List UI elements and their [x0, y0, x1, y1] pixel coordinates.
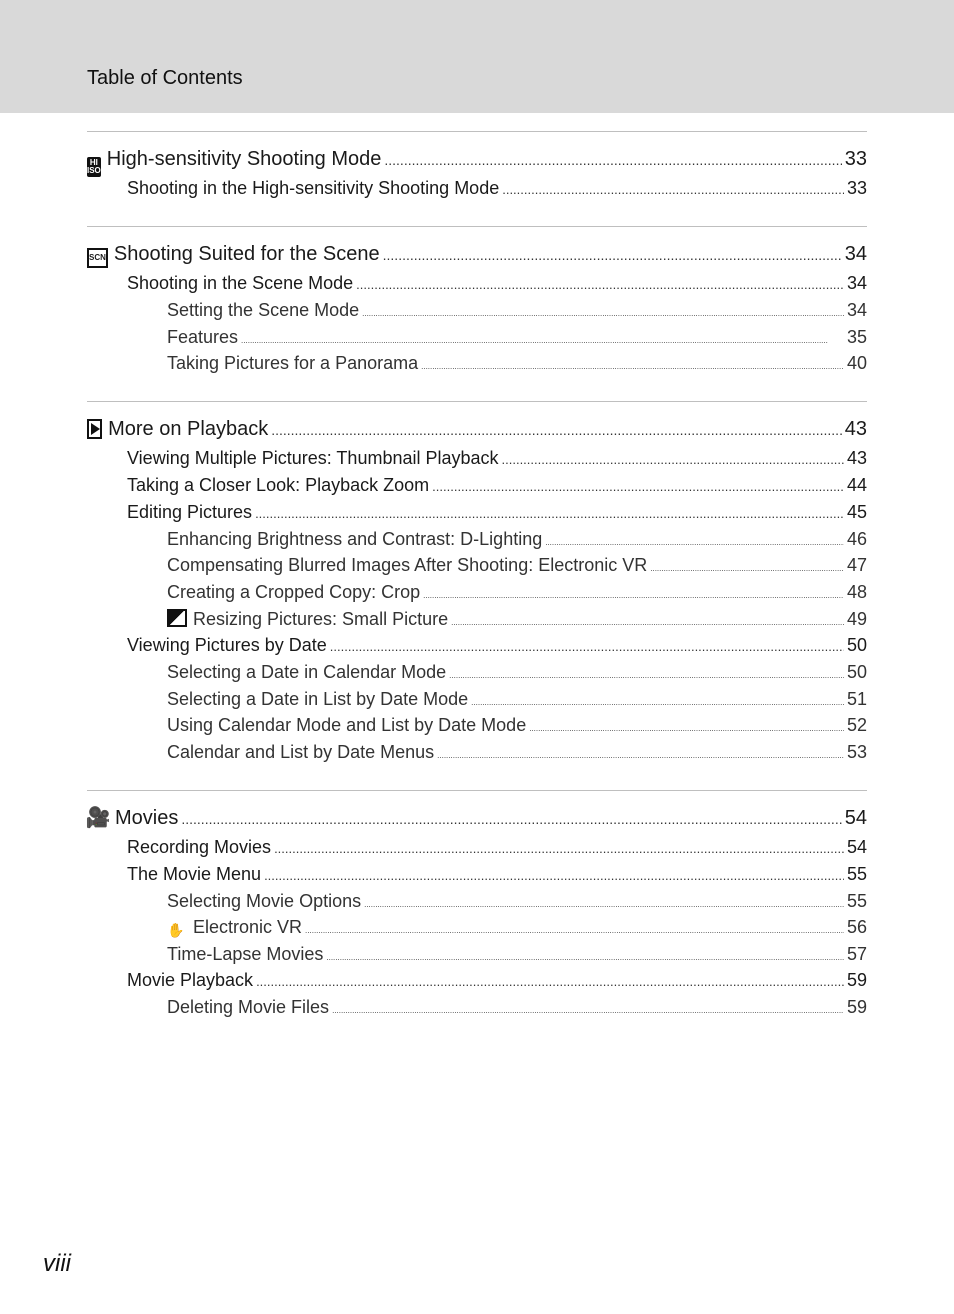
toc-chapter-title: Movies [115, 806, 179, 829]
header-band [0, 0, 954, 113]
toc-subsection-entry[interactable] [87, 994, 867, 1021]
toc-entry-text: Deleting Movie Files [167, 997, 330, 1018]
toc-entry-title [127, 175, 499, 202]
toc-page-number: 33 [844, 148, 867, 170]
toc-subsection-entry[interactable] [87, 579, 867, 606]
leader-dots [437, 743, 844, 770]
toc-entry-text: Resizing Pictures: Small Picture [193, 608, 449, 629]
toc-entry-title [127, 861, 261, 888]
leader-dots [305, 918, 844, 945]
toc-entry-text: Shooting in the High-sensitivity Shooting Mode [127, 178, 500, 198]
toc-subsection-entry[interactable] [87, 659, 867, 686]
toc-page-number: 40 [846, 353, 867, 374]
toc-page-number: 59 [846, 970, 867, 991]
leader-dots [364, 892, 844, 919]
toc-entry-text: Selecting a Date in List by Date Mode [167, 688, 469, 709]
toc-page-number: 51 [846, 688, 867, 709]
table-of-contents [87, 131, 867, 1045]
toc-entry-title [167, 526, 542, 553]
toc-entry-title [167, 659, 446, 686]
toc-entry-text: Shooting in the Scene Mode [127, 273, 354, 293]
toc-entry-title [167, 552, 647, 579]
leader-dots [451, 610, 844, 637]
toc-section-entry[interactable] [87, 445, 867, 472]
toc-page-number: 34 [846, 273, 867, 293]
toc-section [87, 790, 867, 1021]
leader-dots [502, 176, 844, 203]
toc-page-number: 57 [846, 943, 867, 964]
toc-entry-title [167, 686, 468, 713]
toc-page-number: 54 [844, 806, 867, 829]
leader-dots [502, 446, 844, 473]
toc-entry-title [167, 914, 302, 941]
toc-section-entry[interactable] [87, 270, 867, 297]
toc-page-number: 35 [846, 326, 867, 347]
toc-subsection-entry[interactable] [87, 888, 867, 915]
toc-entry-title [127, 834, 271, 861]
toc-entry-text: Selecting a Date in Calendar Mode [167, 662, 447, 683]
leader-dots [471, 690, 844, 717]
leader-dots [432, 473, 844, 500]
toc-subsection-entry[interactable] [87, 606, 867, 633]
page-header-title: Table of Contents [87, 67, 243, 89]
toc-subsection-entry[interactable] [87, 914, 867, 941]
toc-entry-title [127, 445, 499, 472]
toc-subsection-entry[interactable] [87, 297, 867, 324]
toc-subsection-entry[interactable] [87, 941, 867, 968]
leader-dots [449, 663, 844, 690]
toc-subsection-entry[interactable] [87, 739, 867, 766]
playback-icon [87, 419, 102, 439]
toc-entry-title [167, 712, 526, 739]
leader-dots [421, 354, 844, 381]
toc-section-entry[interactable] [87, 834, 867, 861]
toc-entry-title [167, 739, 434, 766]
toc-section-entry[interactable] [87, 499, 867, 526]
toc-entry-text: Recording Movies [127, 836, 272, 857]
toc-page-number: 45 [846, 501, 867, 522]
scene-icon: SCN [87, 248, 108, 268]
toc-page-number: 48 [846, 581, 867, 602]
toc-section-entry[interactable] [87, 472, 867, 499]
toc-subsection-entry[interactable] [87, 324, 867, 351]
toc-entry-text: Enhancing Brightness and Contrast: D-Lighting [167, 528, 543, 549]
leader-dots [423, 583, 844, 610]
toc-entry-text: Taking Pictures for a Panorama [167, 353, 419, 374]
toc-entry-text: The Movie Menu [127, 863, 262, 884]
toc-page-number: 47 [846, 555, 867, 576]
toc-page-number: 56 [846, 917, 867, 938]
toc-entry-title [127, 270, 353, 297]
toc-chapter-entry[interactable] [87, 414, 867, 445]
toc-page-number: 34 [846, 300, 867, 320]
toc-entry-text: Movie Playback [127, 970, 254, 991]
leader-dots [256, 968, 844, 995]
toc-entry-text: Creating a Cropped Copy: Crop [167, 581, 421, 602]
toc-entry-text: Setting the Scene Mode [167, 300, 360, 320]
toc-subsection-entry[interactable] [87, 552, 867, 579]
toc-section-entry[interactable] [87, 861, 867, 888]
leader-dots [383, 240, 842, 271]
leader-dots [332, 998, 844, 1025]
leader-dots [326, 945, 844, 972]
toc-chapter-title: Shooting Suited for the Scene [113, 243, 380, 265]
toc-section-entry[interactable] [87, 967, 867, 994]
leader-dots [384, 145, 841, 176]
movie-icon: 🎥 [85, 806, 111, 829]
toc-entry-text: Calendar and List by Date Menus [167, 741, 435, 762]
toc-entry-title [127, 499, 252, 526]
toc-chapter-title: More on Playback [108, 417, 269, 440]
toc-page-number: 46 [846, 528, 867, 549]
leader-dots [255, 500, 844, 527]
toc-entry-title [167, 297, 359, 324]
leader-dots [650, 556, 844, 583]
toc-section-entry[interactable] [87, 632, 867, 659]
toc-entry-text: Selecting Movie Options [167, 890, 362, 911]
toc-page-number: 53 [846, 741, 867, 762]
toc-page-number: 43 [844, 417, 867, 440]
toc-entry-title [167, 888, 361, 915]
leader-dots [274, 835, 844, 862]
toc-entry-title [167, 324, 238, 351]
toc-entry-text: Features [167, 326, 239, 347]
leader-dots [181, 804, 841, 835]
toc-entry-title [167, 579, 420, 606]
toc-subsection-entry[interactable] [87, 712, 867, 739]
toc-section-entry[interactable] [87, 175, 867, 202]
toc-section [87, 226, 867, 377]
toc-page-number: 54 [846, 836, 867, 857]
page-number: viii [43, 1250, 71, 1277]
toc-entry-text: Electronic VR [193, 917, 303, 938]
toc-entry-text: Taking a Closer Look: Playback Zoom [127, 474, 430, 495]
toc-subsection-entry[interactable] [87, 686, 867, 713]
toc-entry-text: Editing Pictures [127, 501, 253, 522]
toc-entry-title [167, 994, 329, 1021]
toc-entry-title [167, 350, 418, 377]
toc-entry-text: Compensating Blurred Images After Shooting: Electronic VR [167, 555, 648, 576]
high-iso-icon: HI ISO [87, 158, 101, 175]
toc-entry-title [127, 472, 429, 499]
electronic-vr-icon: ✋ [167, 922, 185, 939]
toc-page-number: 55 [846, 890, 867, 911]
leader-dots [529, 716, 844, 743]
toc-entry-text: Using Calendar Mode and List by Date Mode [167, 715, 527, 736]
toc-chapter-entry[interactable] [87, 144, 867, 175]
toc-subsection-entry[interactable] [87, 526, 867, 553]
toc-page-number: 33 [846, 178, 867, 198]
toc-entry-title [167, 941, 323, 968]
toc-page-number: 49 [846, 608, 867, 629]
leader-dots [362, 301, 844, 328]
toc-entry-title [167, 606, 448, 633]
toc-chapter-entry[interactable] [87, 239, 867, 270]
toc-entry-text: Viewing Multiple Pictures: Thumbnail Playback [127, 447, 499, 468]
leader-dots [264, 862, 844, 889]
toc-page-number: 52 [846, 715, 867, 736]
toc-entry-text: Viewing Pictures by Date [127, 635, 327, 656]
toc-entry-title [127, 967, 253, 994]
toc-page-number: 44 [846, 474, 867, 495]
toc-page-number: 55 [846, 863, 867, 884]
toc-page-number: 34 [844, 243, 867, 265]
toc-page-number: 59 [846, 997, 867, 1018]
leader-dots [330, 633, 844, 660]
toc-page-number: 50 [846, 662, 867, 683]
toc-page-number: 43 [846, 447, 867, 468]
leader-dots [271, 415, 842, 446]
toc-section [87, 131, 867, 202]
toc-subsection-entry[interactable] [87, 350, 867, 377]
toc-entry-title [127, 632, 327, 659]
small-picture-icon [167, 609, 187, 627]
leader-dots [356, 271, 844, 298]
toc-chapter-title: High-sensitivity Shooting Mode [106, 148, 382, 170]
toc-chapter-entry[interactable] [87, 803, 867, 834]
toc-entry-text: Time-Lapse Movies [167, 943, 324, 964]
toc-section [87, 401, 867, 766]
toc-page-number: 50 [846, 635, 867, 656]
